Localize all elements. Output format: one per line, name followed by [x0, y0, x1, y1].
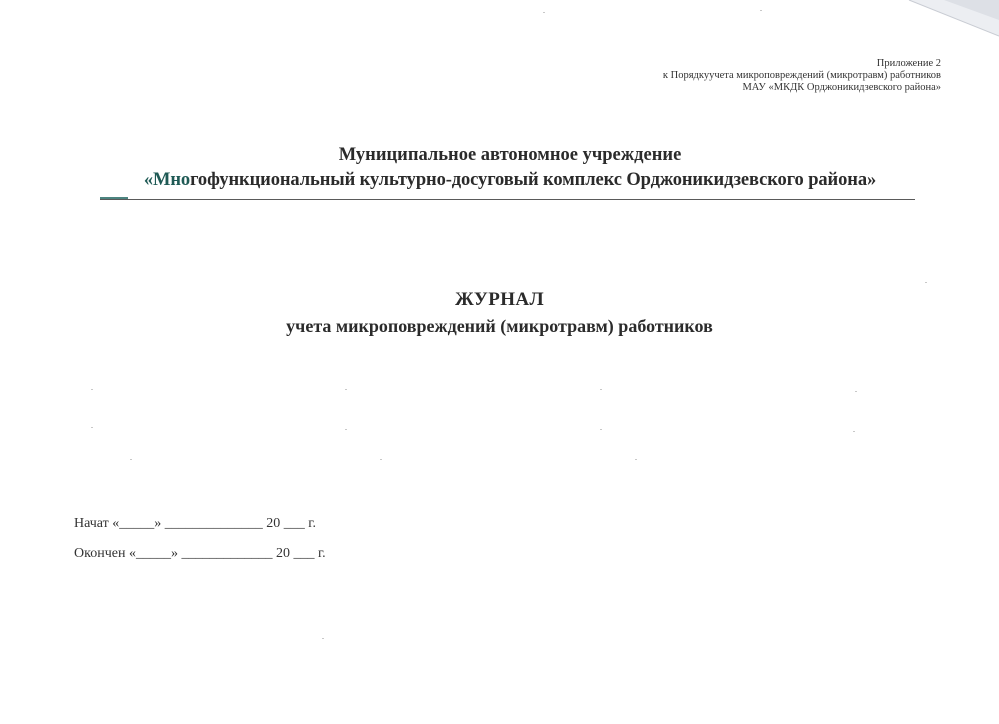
scan-speck [345, 429, 347, 430]
scan-speck [855, 391, 857, 392]
journal-title: ЖУРНАЛ [454, 289, 545, 310]
journal-title-block [0, 288, 999, 338]
appendix-line-2: к Порядкуучета микроповреждений (микротравм) работников [662, 70, 941, 81]
scan-speck [91, 389, 93, 390]
date-started: Начат «_____» ______________ 20 ___ г. [74, 516, 316, 531]
appendix-header [663, 58, 941, 94]
organization-line-2-accent: «Мно [143, 170, 191, 190]
scan-speck [600, 429, 602, 430]
organization-line-2-rest: гофункциональный культурно-досуговый комплекс Орджоникидзевского района» [190, 170, 877, 190]
date-finished: Окончен «_____» _____________ 20 ___ г. [74, 546, 326, 561]
scan-speck [635, 459, 637, 460]
journal-dates [74, 509, 326, 569]
organization-underline [100, 199, 915, 200]
organization-line-1: Муниципальное автономное учреждение [338, 145, 682, 165]
scan-corner-fold [889, 0, 999, 40]
appendix-line-3: МАУ «МКДК Орджоникидзевского района» [742, 82, 941, 93]
scan-speck [925, 282, 927, 283]
journal-subtitle: учета микроповреждений (микротравм) работников [286, 316, 713, 336]
scan-speck [543, 12, 545, 13]
organization-underline-accent [100, 197, 128, 199]
scan-speck [345, 389, 347, 390]
scan-speck [380, 459, 382, 460]
organization-line-2 [60, 168, 960, 193]
appendix-line-1: Приложение 2 [876, 58, 941, 69]
scan-speck [130, 459, 132, 460]
scan-speck [600, 389, 602, 390]
scan-speck [853, 431, 855, 432]
organization-name [60, 143, 960, 193]
scan-speck [322, 638, 324, 639]
scan-speck [760, 10, 762, 11]
scan-speck [91, 427, 93, 428]
